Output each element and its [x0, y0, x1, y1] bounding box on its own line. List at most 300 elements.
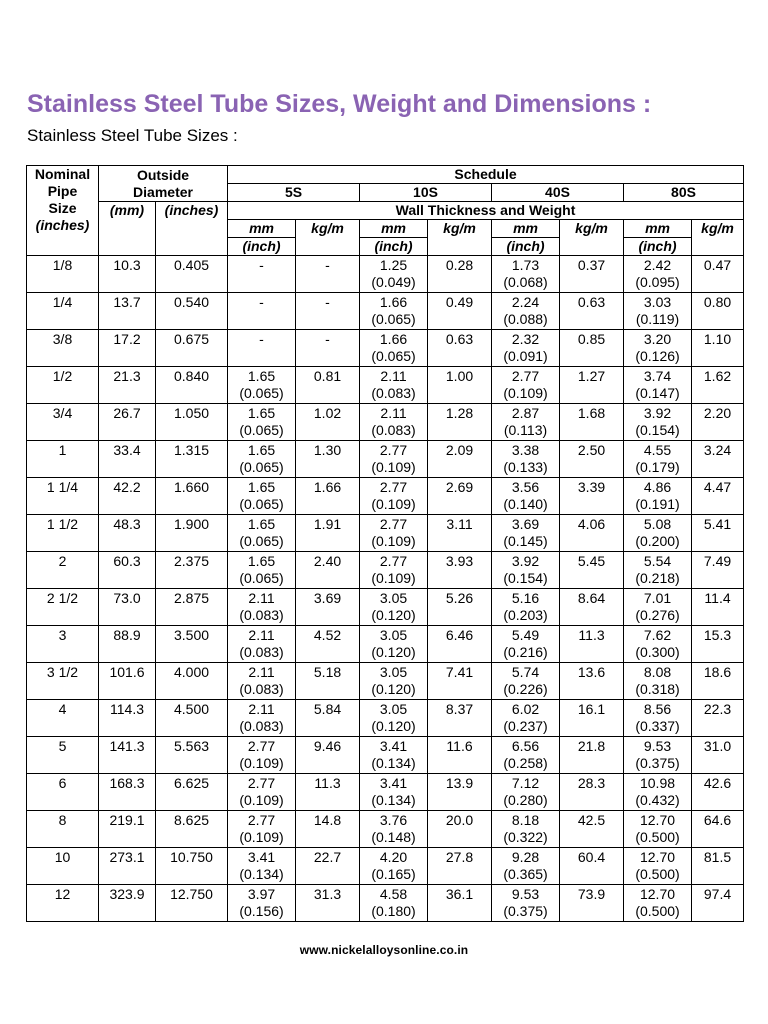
cell-s5-weight — [296, 848, 360, 885]
cell-s5-wall-text: 2.11 — [248, 590, 275, 606]
cell-s40-weight-text: 1.68 — [577, 405, 606, 421]
cell-od-inches-text: 8.625 — [173, 812, 210, 828]
cell-s5-weight-text: - — [325, 331, 330, 347]
cell-s40-wall — [492, 737, 560, 774]
header-schedule-5s: 5S — [228, 184, 360, 202]
cell-nominal-size — [27, 589, 99, 626]
table-row — [27, 441, 744, 478]
cell-s80-weight-text: 81.5 — [703, 849, 732, 865]
cell-s10-wall — [360, 885, 428, 922]
cell-s80-weight — [692, 589, 744, 626]
footer-website: www.nickelalloysonline.co.in — [299, 943, 469, 957]
cell-s40-weight — [560, 293, 624, 330]
cell-nominal-size — [27, 774, 99, 811]
cell-s10-wall — [360, 404, 428, 441]
cell-od-mm-text: 219.1 — [109, 812, 145, 828]
table-row — [27, 663, 744, 700]
cell-s80-weight — [692, 737, 744, 774]
cell-s5-weight-text: 1.91 — [313, 516, 342, 532]
cell-s40-wall — [492, 589, 560, 626]
cell-s80-wall — [624, 367, 692, 404]
cell-s40-wall-text: 2.77 — [511, 368, 540, 384]
cell-nominal-size — [27, 700, 99, 737]
table-row — [27, 885, 744, 922]
cell-s80-wall-text: 3.92 — [643, 405, 672, 421]
header-schedule: Schedule — [228, 166, 744, 184]
cell-s10-weight — [428, 515, 492, 552]
cell-s5-wall — [228, 256, 296, 293]
cell-s10-weight — [428, 663, 492, 700]
cell-s5-wall-text: 2.11 — [248, 701, 275, 717]
cell-s80-weight-text: 42.6 — [703, 775, 732, 791]
cell-od-mm-text: 88.9 — [113, 627, 141, 643]
cell-s40-wall-text: (0.226) — [503, 681, 548, 697]
cell-s5-weight-text: 1.66 — [313, 479, 342, 495]
cell-od-inches-text: 0.540 — [173, 294, 210, 310]
cell-s5-wall — [228, 626, 296, 663]
cell-s10-wall — [360, 367, 428, 404]
cell-s5-wall — [228, 293, 296, 330]
cell-s80-weight — [692, 256, 744, 293]
cell-s40-wall-text: 2.24 — [511, 294, 540, 310]
cell-s80-weight-text: 4.47 — [703, 479, 732, 495]
cell-od-inches-text: 6.625 — [173, 775, 210, 791]
cell-nominal-size-text: 12 — [54, 886, 71, 902]
cell-nominal-size-text: 3 1/2 — [46, 664, 79, 680]
header-schedule-40s: 40S — [492, 184, 624, 202]
cell-s80-wall-text: 3.74 — [643, 368, 672, 384]
cell-od-inches — [156, 663, 228, 700]
cell-nominal-size-text: 4 — [58, 701, 67, 717]
cell-s10-weight-text: 3.11 — [446, 516, 473, 532]
cell-s80-wall-text: (0.154) — [635, 422, 680, 438]
cell-od-inches-text: 1.315 — [173, 442, 210, 458]
cell-s10-weight-text: 1.28 — [445, 405, 474, 421]
cell-s5-wall-text: (0.083) — [239, 681, 284, 697]
cell-od-mm — [99, 811, 156, 848]
cell-s5-wall-text: (0.109) — [239, 792, 284, 808]
cell-od-mm-text: 73.0 — [113, 590, 141, 606]
cell-s80-weight-text: 7.49 — [703, 553, 732, 569]
cell-s5-weight — [296, 330, 360, 367]
cell-s10-weight — [428, 700, 492, 737]
cell-nominal-size-text: 1/8 — [52, 257, 73, 273]
cell-s80-weight — [692, 552, 744, 589]
cell-s80-wall — [624, 626, 692, 663]
cell-s10-wall-text: (0.120) — [371, 681, 416, 697]
cell-s40-wall-text: 8.18 — [511, 812, 540, 828]
cell-nominal-size — [27, 256, 99, 293]
cell-s40-wall-text: (0.088) — [503, 311, 548, 327]
cell-s40-wall-text: 3.92 — [511, 553, 540, 569]
cell-s40-wall — [492, 552, 560, 589]
cell-s80-wall-text: (0.432) — [635, 792, 680, 808]
header-mm: mm — [228, 220, 296, 238]
cell-s40-wall-text: 6.56 — [511, 738, 540, 754]
cell-od-inches — [156, 552, 228, 589]
cell-s80-wall-text: 12.70 — [639, 812, 676, 828]
cell-s80-weight-text: 64.6 — [703, 812, 732, 828]
cell-s80-wall — [624, 478, 692, 515]
cell-od-mm-text: 33.4 — [113, 442, 141, 458]
cell-s40-wall-text: 5.16 — [511, 590, 540, 606]
cell-s40-wall-text: 9.28 — [511, 849, 540, 865]
cell-s10-weight-text: 8.37 — [445, 701, 474, 717]
header-kg-per-m: kg/m — [692, 220, 744, 256]
cell-s80-weight-text: 0.47 — [703, 257, 732, 273]
cell-s5-wall-text: 1.65 — [247, 516, 276, 532]
cell-s80-weight — [692, 478, 744, 515]
cell-s5-weight-text: 1.30 — [313, 442, 342, 458]
cell-nominal-size-text: 1 1/4 — [46, 479, 79, 495]
cell-s5-wall-text: (0.109) — [239, 755, 284, 771]
cell-nominal-size — [27, 330, 99, 367]
cell-s10-weight-text: 6.46 — [445, 627, 474, 643]
cell-od-inches — [156, 256, 228, 293]
cell-s10-weight — [428, 330, 492, 367]
cell-s80-wall — [624, 848, 692, 885]
cell-s80-weight-text: 1.10 — [703, 331, 732, 347]
cell-s10-wall — [360, 774, 428, 811]
table-row — [27, 552, 744, 589]
cell-s40-weight-text: 21.8 — [577, 738, 606, 754]
cell-s80-wall — [624, 589, 692, 626]
cell-s40-weight — [560, 256, 624, 293]
cell-od-mm — [99, 663, 156, 700]
cell-s80-wall-text: (0.318) — [635, 681, 680, 697]
cell-od-mm-text: 48.3 — [113, 516, 141, 532]
cell-s40-wall — [492, 330, 560, 367]
header-inch: (inch) — [360, 238, 428, 256]
cell-s10-weight-text: 20.0 — [445, 812, 474, 828]
cell-s40-wall-text: (0.154) — [503, 570, 548, 586]
cell-s80-weight — [692, 811, 744, 848]
cell-s5-wall-text: (0.083) — [239, 718, 284, 734]
header-wall-thickness: Wall Thickness and Weight — [228, 202, 744, 220]
cell-s10-wall-text: 3.05 — [379, 627, 408, 643]
cell-s5-wall-text: 3.97 — [247, 886, 276, 902]
cell-s5-wall — [228, 330, 296, 367]
cell-s40-wall-text: (0.322) — [503, 829, 548, 845]
header-schedule-80s: 80S — [624, 184, 744, 202]
cell-s5-wall-text: (0.065) — [239, 385, 284, 401]
cell-nominal-size — [27, 293, 99, 330]
cell-s10-wall-text: 3.05 — [379, 590, 408, 606]
table-row — [27, 367, 744, 404]
cell-s5-weight — [296, 441, 360, 478]
cell-s40-weight — [560, 626, 624, 663]
cell-s80-wall — [624, 663, 692, 700]
cell-s80-wall — [624, 552, 692, 589]
cell-s10-wall-text: (0.083) — [371, 385, 416, 401]
cell-s40-weight-text: 13.6 — [577, 664, 606, 680]
cell-s10-weight-text: 0.28 — [445, 257, 474, 273]
cell-s40-weight-text: 11.3 — [578, 627, 605, 643]
cell-s5-wall-text: 1.65 — [247, 553, 276, 569]
cell-s10-wall-text: 2.77 — [379, 442, 408, 458]
cell-s80-weight-text: 31.0 — [703, 738, 732, 754]
cell-s5-wall-text: 2.11 — [248, 627, 275, 643]
header-mm: mm — [360, 220, 428, 238]
cell-s10-wall — [360, 589, 428, 626]
cell-s40-wall-text: (0.145) — [503, 533, 548, 549]
cell-s10-wall-text: (0.065) — [371, 348, 416, 364]
cell-s80-weight-text: 5.41 — [703, 516, 732, 532]
cell-od-inches-text: 0.405 — [173, 257, 210, 273]
cell-s10-wall — [360, 330, 428, 367]
cell-s5-wall — [228, 885, 296, 922]
page-title: Stainless Steel Tube Sizes, Weight and Dimensions : — [27, 90, 652, 118]
cell-s40-wall-text: (0.113) — [503, 422, 548, 438]
cell-s40-wall-text: (0.203) — [503, 607, 548, 623]
cell-s10-wall-text: 1.25 — [379, 257, 408, 273]
cell-s10-wall-text: 4.20 — [379, 849, 408, 865]
cell-s80-wall-text: 5.08 — [643, 516, 672, 532]
cell-s10-weight-text: 2.69 — [445, 479, 474, 495]
cell-s40-wall — [492, 478, 560, 515]
cell-s10-wall-text: 3.76 — [379, 812, 408, 828]
cell-s80-wall-text: 2.42 — [643, 257, 672, 273]
cell-s80-wall-text: 5.54 — [643, 553, 672, 569]
cell-s40-weight-text: 73.9 — [577, 886, 606, 902]
cell-s5-weight-text: 5.18 — [313, 664, 342, 680]
cell-s40-wall-text: (0.140) — [503, 496, 548, 512]
cell-s40-weight-text: 60.4 — [577, 849, 606, 865]
cell-od-inches-text: 0.840 — [173, 368, 210, 384]
cell-od-inches-text: 2.375 — [173, 553, 210, 569]
cell-s5-wall — [228, 404, 296, 441]
table-row — [27, 774, 744, 811]
cell-od-mm-text: 17.2 — [113, 331, 141, 347]
cell-s5-wall-text: (0.109) — [239, 829, 284, 845]
cell-s10-weight-text: 27.8 — [445, 849, 474, 865]
cell-s5-wall-text: - — [259, 294, 264, 310]
cell-nominal-size-text: 2 1/2 — [46, 590, 79, 606]
cell-s80-weight — [692, 626, 744, 663]
cell-s40-wall — [492, 367, 560, 404]
cell-s5-wall — [228, 737, 296, 774]
cell-od-mm-text: 10.3 — [113, 257, 141, 273]
cell-od-mm-text: 168.3 — [109, 775, 145, 791]
cell-s40-weight-text: 8.64 — [577, 590, 606, 606]
cell-s5-wall — [228, 441, 296, 478]
cell-s40-wall-text: (0.216) — [503, 644, 548, 660]
table-row — [27, 626, 744, 663]
cell-nominal-size — [27, 885, 99, 922]
cell-s80-weight-text: 97.4 — [703, 886, 732, 902]
cell-s5-wall-text: (0.065) — [239, 422, 284, 438]
cell-s40-weight-text: 0.85 — [577, 331, 606, 347]
table-row — [27, 848, 744, 885]
cell-s10-weight — [428, 478, 492, 515]
cell-nominal-size-text: 3/4 — [52, 405, 73, 421]
cell-s40-wall — [492, 885, 560, 922]
cell-od-inches — [156, 367, 228, 404]
cell-s80-wall-text: 4.55 — [643, 442, 672, 458]
cell-od-inches — [156, 515, 228, 552]
cell-s5-wall — [228, 367, 296, 404]
cell-od-mm-text: 323.9 — [109, 886, 145, 902]
cell-od-mm-text: 13.7 — [113, 294, 141, 310]
cell-s5-weight-text: 11.3 — [314, 775, 341, 791]
cell-s80-weight-text: 18.6 — [703, 664, 732, 680]
cell-nominal-size — [27, 441, 99, 478]
cell-s10-wall-text: 2.77 — [379, 479, 408, 495]
cell-s5-wall-text: 1.65 — [247, 479, 276, 495]
cell-s80-weight-text: 2.20 — [703, 405, 732, 421]
header-nominal-line: Size — [48, 200, 77, 216]
table-row — [27, 700, 744, 737]
cell-s10-wall — [360, 626, 428, 663]
cell-nominal-size — [27, 404, 99, 441]
cell-s5-wall-text: 2.77 — [247, 775, 276, 791]
cell-s5-weight — [296, 552, 360, 589]
cell-s40-weight-text: 5.45 — [577, 553, 606, 569]
cell-od-inches-text: 5.563 — [173, 738, 210, 754]
cell-s40-weight — [560, 478, 624, 515]
cell-s5-wall — [228, 700, 296, 737]
cell-od-inches — [156, 811, 228, 848]
header-kg-per-m: kg/m — [560, 220, 624, 256]
header-nominal-unit: (inches) — [35, 217, 90, 233]
table-row — [27, 478, 744, 515]
cell-s5-weight-text: 1.02 — [313, 405, 342, 421]
cell-s40-wall-text: (0.280) — [503, 792, 548, 808]
cell-s40-wall-text: (0.375) — [503, 903, 548, 919]
table-row — [27, 589, 744, 626]
cell-s5-wall — [228, 663, 296, 700]
cell-s10-wall-text: (0.049) — [371, 274, 416, 290]
cell-s40-weight — [560, 737, 624, 774]
cell-od-mm — [99, 367, 156, 404]
cell-s40-wall — [492, 663, 560, 700]
cell-od-mm-text: 273.1 — [109, 849, 145, 865]
cell-s80-wall — [624, 737, 692, 774]
cell-od-mm-text: 21.3 — [113, 368, 141, 384]
cell-nominal-size-text: 3/8 — [52, 331, 73, 347]
cell-s5-wall-text: 2.77 — [247, 812, 276, 828]
cell-s10-wall-text: (0.065) — [371, 311, 416, 327]
cell-s80-wall — [624, 404, 692, 441]
cell-s10-weight — [428, 589, 492, 626]
table-row — [27, 293, 744, 330]
cell-s40-wall — [492, 811, 560, 848]
cell-s40-weight — [560, 589, 624, 626]
header-inch: (inch) — [228, 238, 296, 256]
cell-s5-weight-text: 0.81 — [313, 368, 342, 384]
cell-s5-weight — [296, 589, 360, 626]
cell-s5-wall-text: (0.156) — [239, 903, 284, 919]
cell-s5-wall-text: 2.77 — [247, 738, 276, 754]
cell-s10-wall-text: (0.083) — [371, 422, 416, 438]
cell-s40-weight — [560, 552, 624, 589]
cell-s80-weight — [692, 330, 744, 367]
table-header — [27, 166, 744, 256]
cell-s40-wall-text: 1.73 — [511, 257, 540, 273]
cell-od-inches-text: 1.660 — [173, 479, 210, 495]
cell-s80-wall — [624, 293, 692, 330]
cell-s80-weight-text: 1.62 — [703, 368, 732, 384]
cell-s80-wall — [624, 885, 692, 922]
cell-s10-wall-text: (0.134) — [371, 755, 416, 771]
cell-od-mm — [99, 441, 156, 478]
cell-s10-weight-text: 2.09 — [445, 442, 474, 458]
cell-s10-wall-text: 2.11 — [380, 368, 407, 384]
cell-s10-wall — [360, 811, 428, 848]
cell-s80-weight-text: 3.24 — [703, 442, 732, 458]
cell-s40-wall-text: 9.53 — [511, 886, 540, 902]
table-row — [27, 256, 744, 293]
cell-s10-wall-text: (0.109) — [371, 496, 416, 512]
cell-s80-wall-text: (0.095) — [635, 274, 680, 290]
cell-od-mm-text: 114.3 — [110, 701, 144, 717]
page-subtitle: Stainless Steel Tube Sizes : — [27, 126, 238, 145]
cell-s5-weight — [296, 737, 360, 774]
cell-od-mm-text: 60.3 — [113, 553, 141, 569]
cell-s40-wall — [492, 848, 560, 885]
cell-s80-wall-text: 7.62 — [643, 627, 672, 643]
cell-s5-wall-text: 1.65 — [247, 368, 276, 384]
cell-s80-wall-text: (0.337) — [635, 718, 680, 734]
cell-s80-wall — [624, 515, 692, 552]
header-outside-line: Diameter — [133, 183, 193, 200]
cell-s40-weight-text: 3.39 — [577, 479, 606, 495]
cell-s5-weight — [296, 774, 360, 811]
cell-s10-wall — [360, 293, 428, 330]
cell-s80-weight-text: 11.4 — [704, 590, 731, 606]
cell-s5-weight-text: 22.7 — [313, 849, 342, 865]
cell-s10-wall-text: 1.66 — [379, 294, 408, 310]
cell-s40-weight — [560, 663, 624, 700]
cell-s10-wall — [360, 552, 428, 589]
cell-s40-weight-text: 0.37 — [577, 257, 606, 273]
cell-s40-weight — [560, 330, 624, 367]
cell-s5-wall — [228, 478, 296, 515]
cell-s5-wall — [228, 774, 296, 811]
cell-od-mm — [99, 700, 156, 737]
cell-s5-wall-text: 3.41 — [247, 849, 276, 865]
cell-od-inches — [156, 330, 228, 367]
cell-s5-wall — [228, 552, 296, 589]
cell-s5-wall-text: 2.11 — [248, 664, 275, 680]
cell-s80-wall-text: (0.375) — [635, 755, 680, 771]
cell-s10-weight — [428, 441, 492, 478]
cell-s10-wall-text: 1.66 — [379, 331, 408, 347]
cell-s5-weight-text: 14.8 — [313, 812, 342, 828]
cell-s40-wall-text: 3.69 — [511, 516, 540, 532]
cell-s40-weight — [560, 811, 624, 848]
cell-s80-wall-text: (0.500) — [635, 866, 680, 882]
cell-s5-weight-text: 9.46 — [313, 738, 342, 754]
cell-s40-wall — [492, 293, 560, 330]
cell-od-inches — [156, 700, 228, 737]
tube-sizes-table — [26, 165, 744, 922]
cell-od-mm — [99, 256, 156, 293]
cell-nominal-size-text: 2 — [58, 553, 67, 569]
cell-od-inches — [156, 404, 228, 441]
cell-s80-wall-text: (0.119) — [635, 311, 680, 327]
cell-s80-wall-text: 8.56 — [643, 701, 672, 717]
cell-s5-wall-text: (0.134) — [239, 866, 284, 882]
cell-nominal-size — [27, 552, 99, 589]
cell-s10-wall-text: 2.77 — [379, 516, 408, 532]
cell-od-mm — [99, 589, 156, 626]
header-mm: mm — [492, 220, 560, 238]
cell-nominal-size — [27, 515, 99, 552]
cell-od-inches — [156, 774, 228, 811]
cell-od-inches-text: 12.750 — [170, 886, 213, 902]
cell-s10-wall — [360, 663, 428, 700]
